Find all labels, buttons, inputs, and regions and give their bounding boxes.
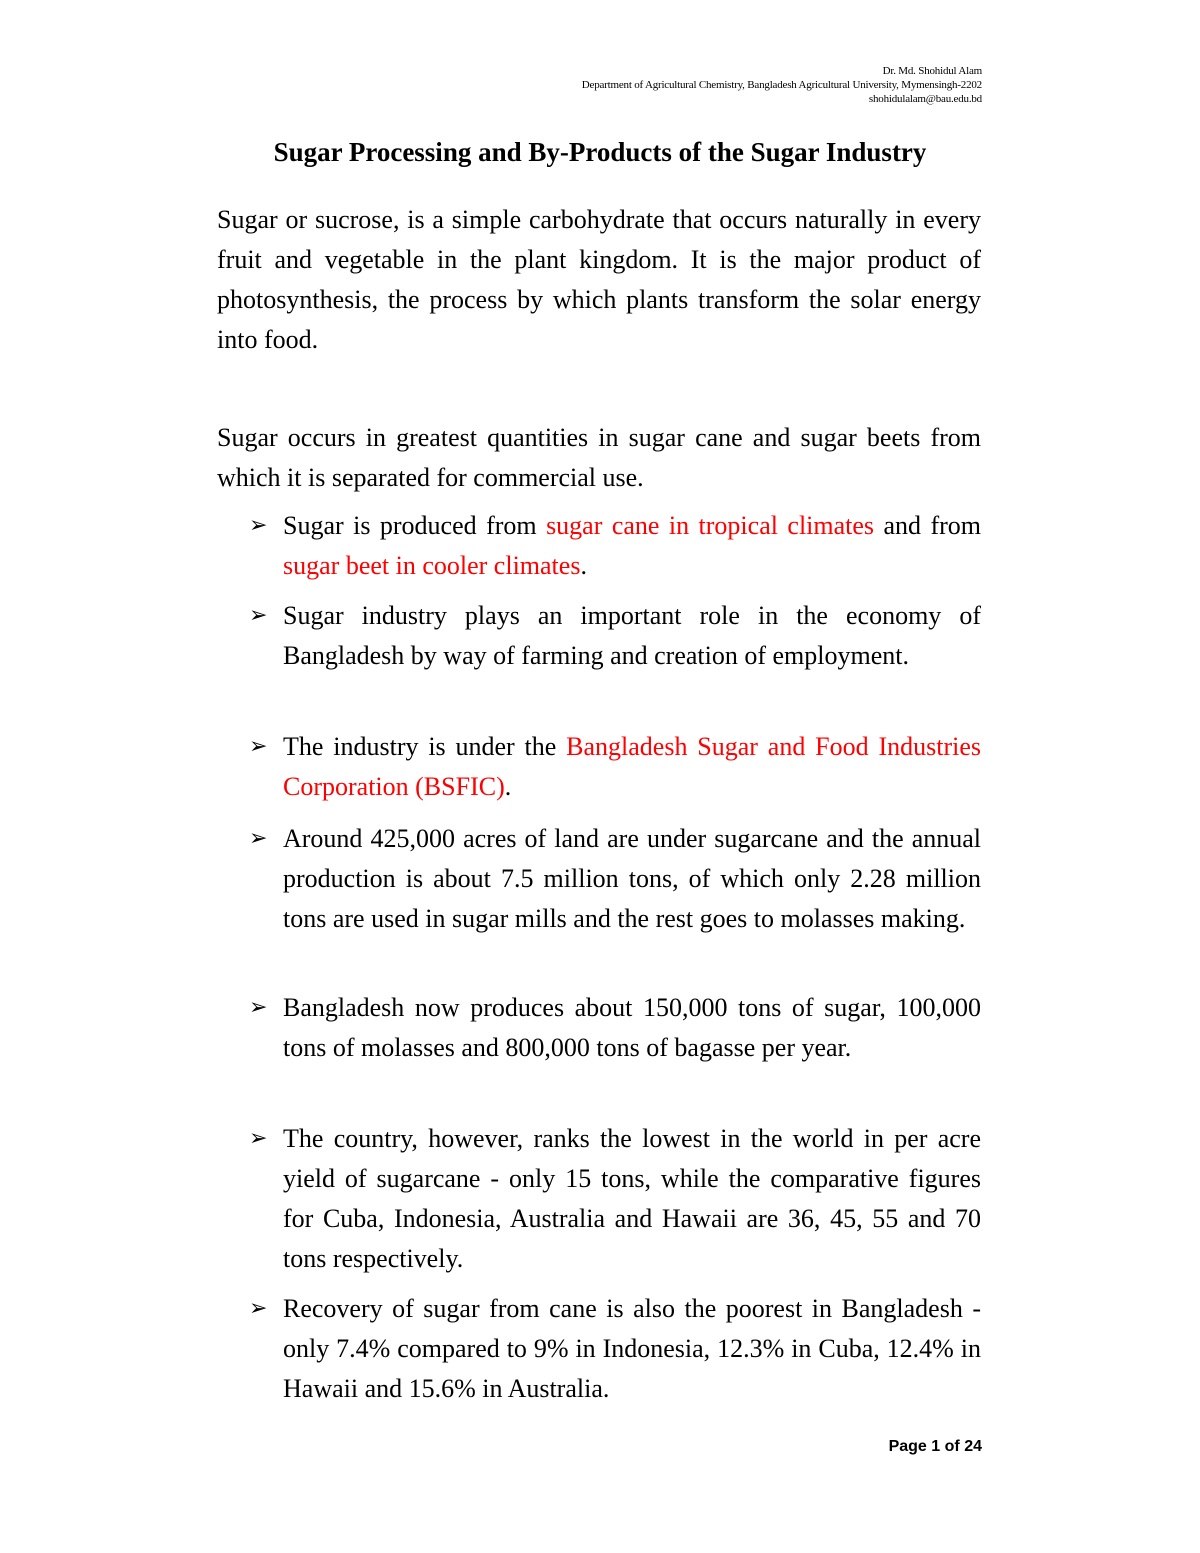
arrow-bullet-icon: ➢	[249, 603, 268, 628]
page-number: 1	[931, 1438, 941, 1455]
bullet-text: The country, however, ranks the lowest in the world in per acre yield of sugarcane - only 15 tons, while the comparative figures for Cuba, Indonesia, Australia and Hawaii are 36, 45, 55 and 70 tons respectively.	[283, 1124, 981, 1273]
page-header	[582, 64, 982, 106]
bullet-text	[283, 506, 981, 586]
bullet-text	[283, 727, 981, 807]
bullet-item-output	[249, 988, 981, 1068]
bullet-text-part: .	[580, 551, 587, 580]
bullet-text-part: and from	[874, 511, 982, 540]
total-pages: 24	[964, 1438, 982, 1455]
bullet-item-economy	[249, 596, 981, 676]
of-label: of	[944, 1438, 960, 1455]
bullet-text: Recovery of sugar from cane is also the poorest in Bangladesh - only 7.4% compared to 9% in Indonesia, 12.3% in Cuba, 12.4% in Hawaii and 15.6% in Australia.	[283, 1294, 981, 1403]
document-title: Sugar Processing and By-Products of the Sugar Industry	[273, 137, 927, 167]
bullet-item-production	[249, 506, 981, 586]
bullet-text: Sugar industry plays an important role in the economy of Bangladesh by way of farming and creation of employment.	[283, 601, 981, 670]
page-footer	[889, 1437, 982, 1457]
intro-paragraph-2: Sugar occurs in greatest quantities in sugar cane and sugar beets from which it is separated for commercial use.	[217, 423, 981, 492]
bullet-item-recovery	[249, 1289, 981, 1409]
intro-paragraph-1: Sugar or sucrose, is a simple carbohydrate that occurs naturally in every fruit and vegetable in the plant kingdom. It is the major product of photosynthesis, the process by which plants transform the solar energy into food.	[217, 205, 981, 354]
author-email: shohidulalam@bau.edu.bd	[868, 93, 982, 105]
highlight-text: sugar beet in cooler climates	[283, 551, 581, 580]
arrow-bullet-icon: ➢	[249, 513, 268, 538]
highlight-text: Bangladesh Sugar and Food Industries Corporation (BSFIC)	[283, 732, 981, 801]
bullet-text-part: Sugar is produced from	[283, 511, 547, 540]
bullet-text-part: The industry is under the	[283, 732, 567, 761]
arrow-bullet-icon: ➢	[249, 826, 268, 851]
arrow-bullet-icon: ➢	[249, 1296, 268, 1321]
bullet-item-land	[249, 819, 981, 939]
bullet-item-yield	[249, 1119, 981, 1279]
department-line: Department of Agricultural Chemistry, Bangladesh Agricultural University, Mymensingh-2202	[581, 79, 982, 91]
arrow-bullet-icon: ➢	[249, 734, 268, 759]
bullet-item-bsfic	[249, 727, 981, 807]
bullet-text-part: .	[504, 772, 512, 801]
page-label: Page	[888, 1438, 927, 1455]
highlight-text: sugar cane in tropical climates	[546, 511, 875, 540]
bullet-text: Bangladesh now produces about 150,000 tons of sugar, 100,000 tons of molasses and 800,000 tons of bagasse per year.	[283, 993, 981, 1062]
bullet-text: Around 425,000 acres of land are under sugarcane and the annual production is about 7.5 million tons, of which only 2.28 million tons are used in sugar mills and the rest goes to molasses making.	[283, 824, 981, 933]
author-name: Dr. Md. Shohidul Alam	[882, 65, 982, 77]
arrow-bullet-icon: ➢	[249, 1126, 268, 1151]
arrow-bullet-icon: ➢	[249, 995, 268, 1020]
